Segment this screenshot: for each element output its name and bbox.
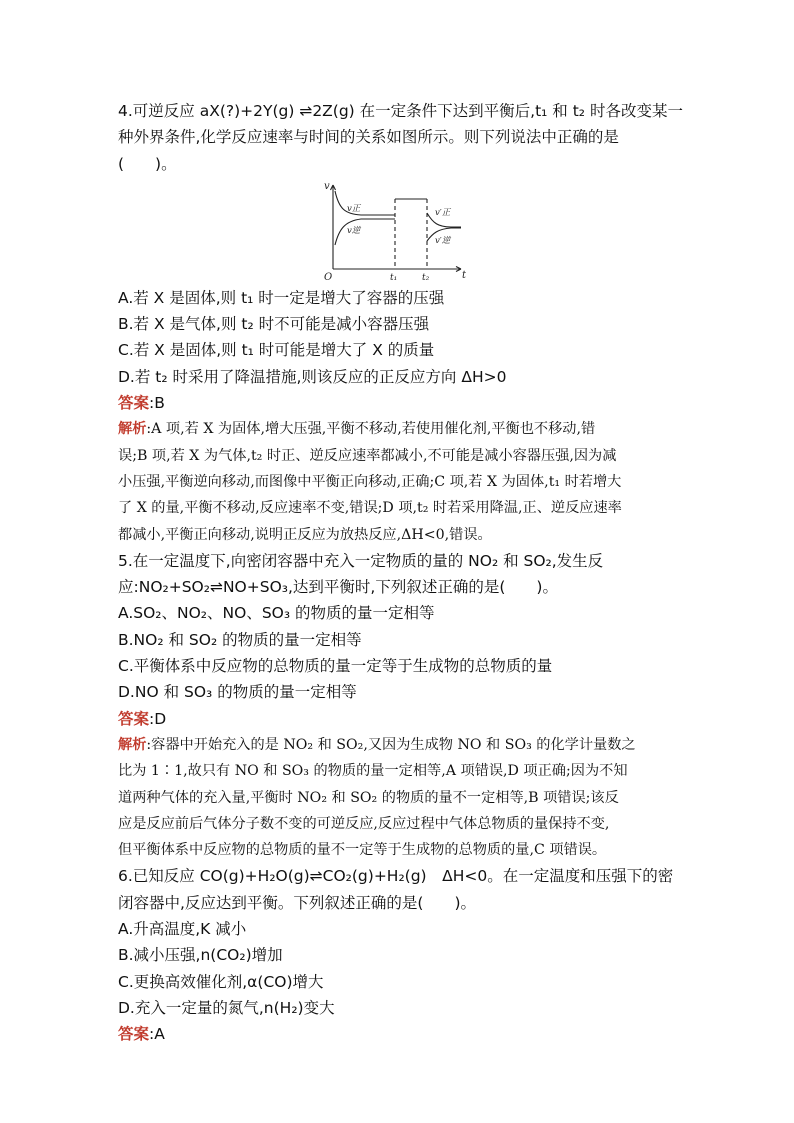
q4-option-b: B.若 X 是气体,则 t₂ 时不可能是减小容器压强: [118, 315, 430, 334]
v-forward-curve: [335, 191, 395, 215]
q5-explanation-line-5: 但平衡体系中反应物的总物质的量不一定等于生成物的总物质的量,C 项错误。: [118, 842, 607, 859]
q5-option-a: A.SO₂、NO₂、NO、SO₃ 的物质的量一定相等: [118, 604, 435, 623]
q4-option-d: D.若 t₂ 时采用了降温措施,则该反应的正反应方向 ΔH>0: [118, 367, 507, 386]
q4-answer: [118, 390, 678, 416]
q4-stem-line-2: 种外界条件,化学反应速率与时间的关系如图所示。则下列说法中正确的是: [118, 128, 619, 147]
answer-label: 答案: [118, 709, 150, 728]
v-reverse-curve: [335, 219, 395, 245]
v-reverse-prime-label: v′逆: [435, 235, 451, 246]
q6-option-b: B.减小压强,n(CO₂)增加: [118, 946, 283, 965]
v-axis-label: v: [324, 180, 330, 192]
t2-label: t₂: [422, 272, 430, 283]
answer-label: 答案: [118, 394, 150, 413]
q6-stem-line-2: 闭容器中,反应达到平衡。下列叙述正确的是( )。: [118, 893, 477, 912]
answer-value: :A: [149, 1025, 165, 1044]
q6-option-d: D.充入一定量的氮气,n(H₂)变大: [118, 998, 335, 1017]
explanation-text: :A 项,若 X 为固体,增大压强,平衡不移动,若使用催化剂,平衡也不移动,错: [146, 421, 596, 438]
q4-explanation-line-4: 了 X 的量,平衡不移动,反应速率不变,错误;D 项,t₂ 时若采用降温,正、逆反应速率: [118, 500, 622, 517]
q4-option-a: A.若 X 是固体,则 t₁ 时一定是增大了容器的压强: [118, 288, 445, 307]
answer-label: 答案: [118, 1025, 150, 1044]
v-forward-label: v正: [347, 203, 361, 214]
origin-label: O: [324, 271, 333, 283]
q4-explanation-line-5: 都减小,平衡正向移动,说明正反应为放热反应,ΔH<0,错误。: [118, 526, 492, 543]
q5-explanation-line-1: [118, 732, 678, 758]
q5-option-c: C.平衡体系中反应物的总物质的量一定等于生成物的总物质的量: [118, 657, 553, 676]
answer-value: :D: [149, 709, 167, 728]
q4-explanation-line-2: 误;B 项,若 X 为气体,t₂ 时正、逆反应速率都减小,不可能是减小容器压强,因为减: [118, 447, 617, 464]
q5-stem-line-2: 应:NO₂+SO₂⇌NO+SO₃,达到平衡时,下列叙述正确的是( )。: [118, 578, 558, 597]
rate-time-figure: [118, 177, 678, 285]
q4-option-c: C.若 X 是固体,则 t₁ 时可能是增大了 X 的质量: [118, 341, 435, 360]
v-reverse-label: v逆: [347, 225, 361, 236]
document-page: [118, 98, 683, 1048]
q4-explanation-line-1: [118, 416, 678, 442]
q4-explanation-line-3: 小压强,平衡逆向移动,而图像中平衡正向移动,正确;C 项,若 X 为固体,t₁ 时若增大: [118, 473, 622, 490]
q4-stem-line-1: 4.可逆反应 aX(?)+2Y(g) ⇌2Z(g) 在一定条件下达到平衡后,t₁ 和 t₂ 时各改变某一: [118, 102, 683, 120]
q5-option-b: B.NO₂ 和 SO₂ 的物质的量一定相等: [118, 630, 362, 649]
t1-label: t₁: [390, 272, 398, 283]
question-4: [118, 98, 683, 548]
rate-time-graph: [323, 179, 468, 283]
question-5: [118, 548, 678, 864]
q6-stem-line-1: 6.已知反应 CO(g)+H₂O(g)⇌CO₂(g)+H₂(g) ΔH<0。在一定温度和压强下的密: [118, 867, 674, 886]
q5-explanation-line-2: 比为 1∶1,故只有 NO 和 SO₃ 的物质的量一定相等,A 项错误,D 项正确;因为不知: [118, 763, 628, 780]
v-forward-prime-label: v′正: [435, 207, 451, 218]
explanation-label: 解析: [118, 736, 147, 753]
q6-option-c: C.更换高效催化剂,α(CO)增大: [118, 972, 324, 991]
q5-explanation-line-4: 应是反应前后气体分子数不变的可逆反应,反应过程中气体总物质的量保持不变,: [118, 815, 610, 832]
question-6: [118, 863, 678, 1047]
explanation-text: :容器中开始充入的是 NO₂ 和 SO₂,又因为生成物 NO 和 SO₃ 的化学计量数之: [146, 736, 636, 753]
q6-option-a: A.升高温度,K 减小: [118, 920, 247, 939]
q5-answer: [118, 706, 678, 732]
q5-stem-line-1: 5.在一定温度下,向密闭容器中充入一定物质的量的 NO₂ 和 SO₂,发生反: [118, 551, 604, 570]
q5-option-d: D.NO 和 SO₃ 的物质的量一定相等: [118, 683, 357, 702]
q4-paren: ( )。: [118, 154, 177, 173]
t-axis-label: t: [462, 269, 467, 281]
q6-answer: [118, 1021, 678, 1047]
q5-explanation-line-3: 道两种气体的充入量,平衡时 NO₂ 和 SO₂ 的物质的量不一定相等,B 项错误;该反: [118, 789, 619, 806]
explanation-label: 解析: [118, 421, 147, 438]
answer-value: :B: [149, 394, 165, 413]
